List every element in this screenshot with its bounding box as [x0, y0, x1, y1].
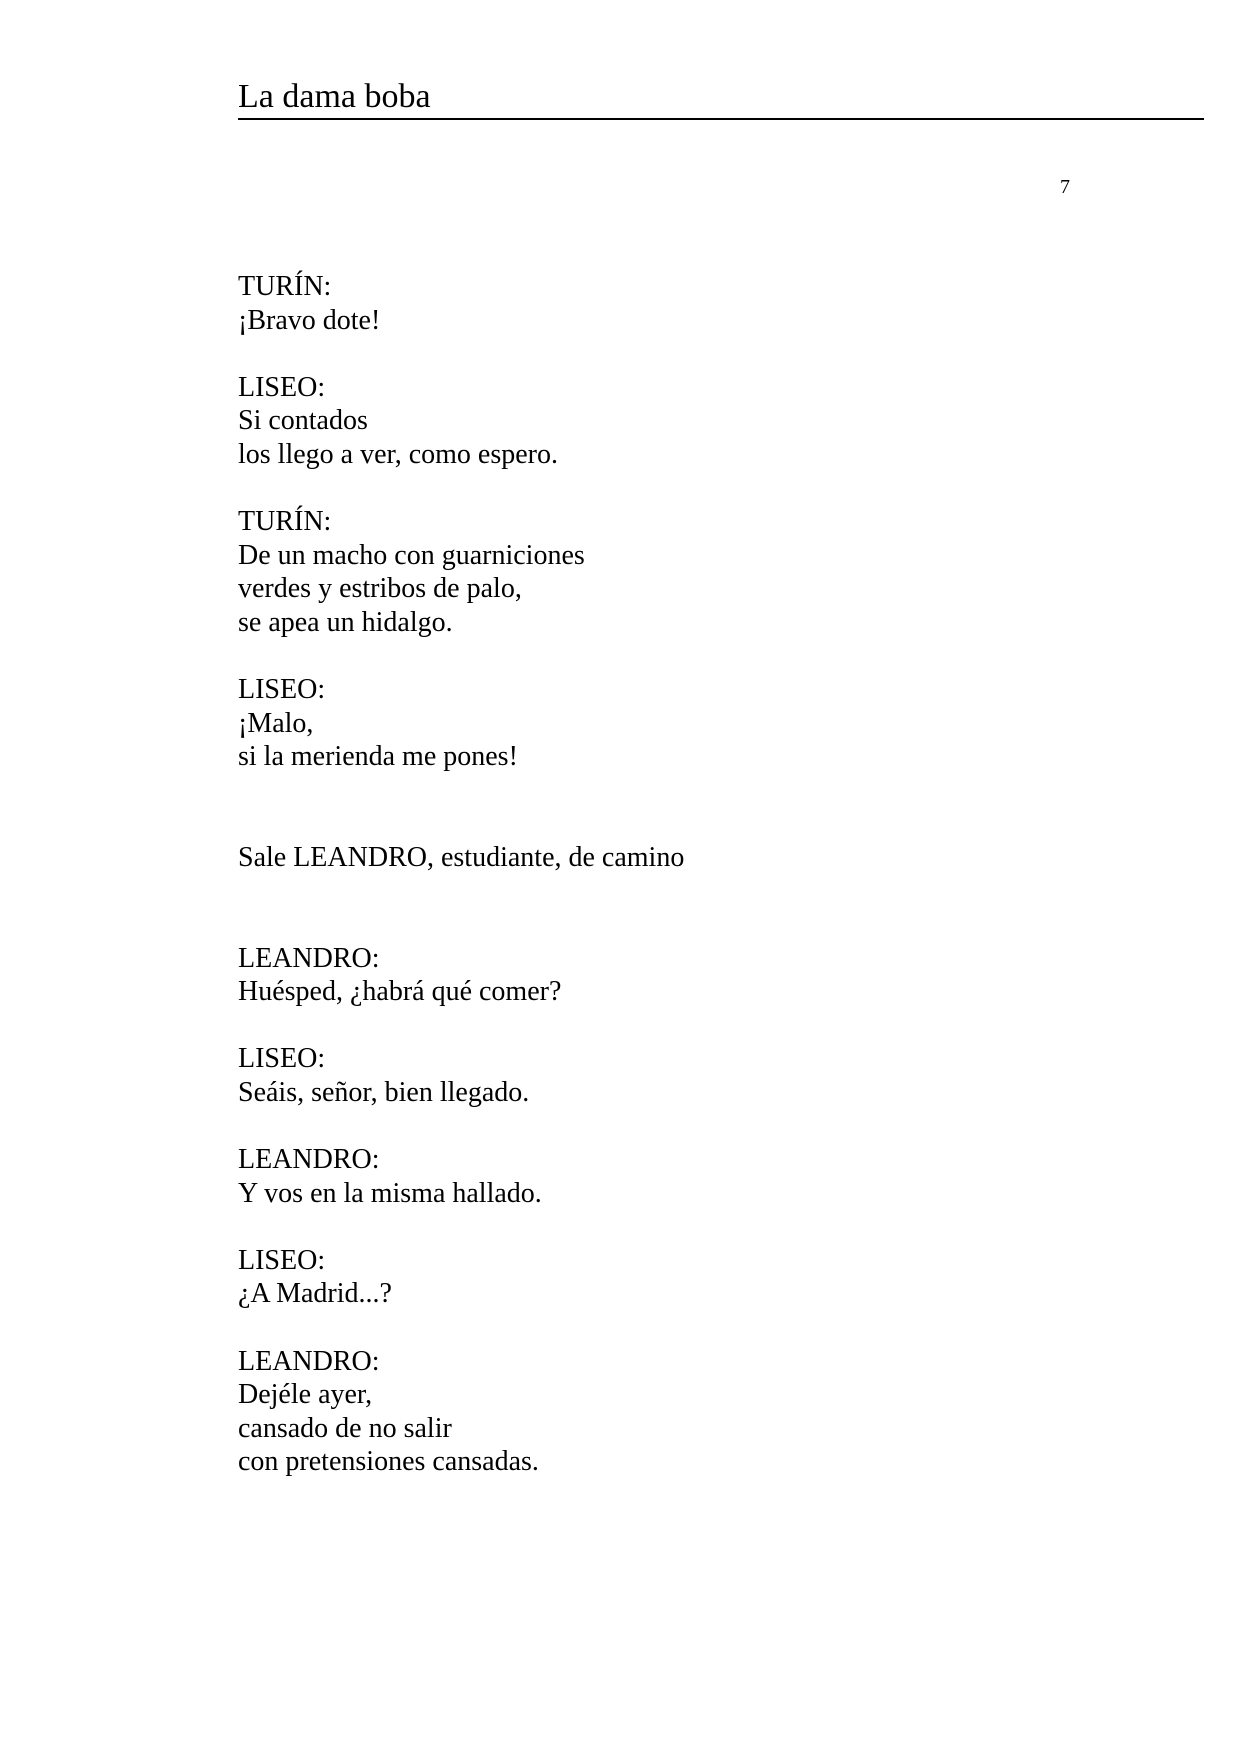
verse-line: Dejéle ayer, — [238, 1379, 373, 1411]
verse-line: ¡Malo, — [238, 707, 314, 739]
speaker-name: LISEO: — [238, 371, 326, 403]
speech-block — [238, 270, 1138, 337]
speech-block — [238, 371, 1138, 472]
speaker-name: LISEO: — [238, 1244, 326, 1276]
speeches-after — [238, 942, 1138, 1480]
verse-line: ¡Bravo dote! — [238, 304, 381, 336]
stage-direction: Sale LEANDRO, estudiante, de camino — [238, 841, 685, 873]
speaker-name: LEANDRO: — [238, 1345, 380, 1377]
verse-line: se apea un hidalgo. — [238, 606, 453, 638]
verse-line: Seáis, señor, bien llegado. — [238, 1076, 530, 1108]
verse-line: De un macho con guarniciones — [238, 539, 585, 571]
verse-line: Huésped, ¿habrá qué comer? — [238, 976, 562, 1008]
speaker-name: LEANDRO: — [238, 942, 380, 974]
speech-block — [238, 673, 1138, 774]
speaker-name: LISEO: — [238, 674, 326, 706]
verse-line: Si contados — [238, 405, 368, 437]
verse-line: los llego a ver, como espero. — [238, 438, 559, 470]
speech-block — [238, 1042, 1138, 1109]
speech-block — [238, 1244, 1138, 1311]
verse-line: con pretensiones cansadas. — [238, 1446, 539, 1478]
speech-block — [238, 942, 1138, 1009]
speaker-name: LISEO: — [238, 1043, 326, 1075]
speaker-name: LEANDRO: — [238, 1144, 380, 1176]
verse-line: si la merienda me pones! — [238, 741, 518, 773]
page-number: 7 — [1060, 176, 1070, 198]
speaker-name: TURÍN: — [238, 271, 332, 302]
speeches-before — [238, 270, 1138, 774]
verse-line: cansado de no salir — [238, 1412, 452, 1444]
header-rule — [238, 118, 1204, 120]
speaker-name: TURÍN: — [238, 506, 332, 538]
speech-block — [238, 1143, 1138, 1210]
speech-block — [238, 1345, 1138, 1479]
speech-block — [238, 505, 1138, 639]
play-text — [238, 270, 1138, 1513]
verse-line: verdes y estribos de palo, — [238, 573, 522, 605]
verse-line: Y vos en la misma hallado. — [238, 1177, 542, 1209]
verse-line: ¿A Madrid...? — [238, 1278, 392, 1310]
running-header-title: La dama boba — [238, 78, 431, 115]
